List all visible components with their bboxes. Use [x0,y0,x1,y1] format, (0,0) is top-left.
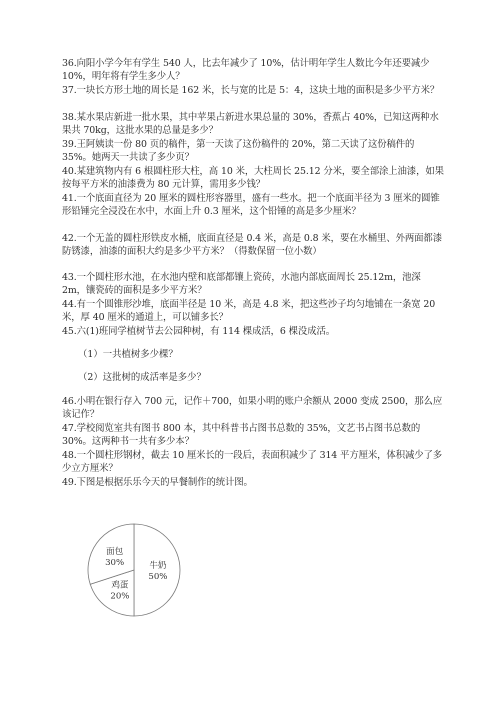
question-48: 48.一个圆柱形钢材，截去 10 厘米长的一段后，表面积减少了 314 平方厘米，体积减少了多少立方厘米？ [62,450,443,475]
question-36: 36.向阳小学今年有学生 540 人，比去年减少了 10%，估计明年学生人数比今年还要减少 10%，明年将有学生多少人？ [62,58,430,83]
question-49: 49.下图是根据乐乐今天的早餐制作的统计图。 [62,477,253,488]
question-45-part-1: （1）一共植树多少棵？ [78,349,178,360]
pie-slice-label: 鸡蛋 [111,580,129,591]
pie-slice-percent: 20% [110,591,130,602]
question-41: 41.一个底面直径为 20 厘米的圆柱形容器里，盛有一些水。把一个底面半径为 3 厘米的圆锥形铅锤完全浸没在水中，水面上升 0.3 厘米，这个铅锤的高是多少厘米？ [62,193,440,218]
breakfast-pie-chart [80,516,190,626]
pie-slice-label: 牛奶 [149,561,167,571]
question-46: 46.小明在银行存入 700 元，记作＋700，如果小明的账户余额从 2000 变成 2500，那么应该记作？ [62,396,443,421]
question-37: 37.一块长方形土地的周长是 162 米，长与宽的比是 5：4，这块土地的面积是多少平方米？ [62,85,440,96]
pie-slice-percent: 30% [105,557,125,568]
question-42: 42.一个无盖的圆柱形铁皮水桶，底面直径是 0.4 米，高是 0.8 米，要在水桶里、外两面都漆防锈漆，油漆的面积大约是多少平方米？（得数保留一位小数） [62,233,442,258]
question-40: 40.某建筑物内有 6 根圆柱形大柱，高 10 米，大柱周长 25.12 分米，要全部涂上油漆，如果按每平方米的油漆费为 80 元计算，需用多少钱？ [62,166,444,191]
question-45-part-2: （2）这批树的成活率是多少？ [78,372,206,383]
question-47: 47.学校阅览室共有图书 800 本，其中科普书占图书总数的 35%，文艺书占图书总数的 30%。这两种书一共有多少本？ [62,423,421,448]
question-39: 39.王阿姨读一份 80 页的稿件，第一天读了这份稿件的 20%，第二天读了这份稿件的 35%。她两天一共读了多少页？ [62,139,415,164]
pie-slice-label: 面包 [106,546,124,557]
question-38: 38.某水果店新进一批水果，其中苹果占新进水果总量的 30%，香蕉占 40%，已知这两种水果共 70kg，这批水果的总量是多少？ [62,112,439,137]
question-44: 44.有一个圆锥形沙堆，底面半径是 10 米，高是 4.8 米，把这些沙子均匀地铺在一条宽 20 米，厚 40 厘米的通道上，可以铺多长？ [62,299,436,324]
question-45: 45.六(1)班同学植树节去公园种树，有 114 棵成活，6 棵没成活。 [62,326,336,337]
pie-slice-percent: 50% [148,572,168,582]
question-43: 43.一个圆柱形水池，在水池内壁和底部都镶上瓷砖，水池内部底面周长 25.12m，池深 2m，镶瓷砖的面积是多少平方米？ [62,272,421,297]
